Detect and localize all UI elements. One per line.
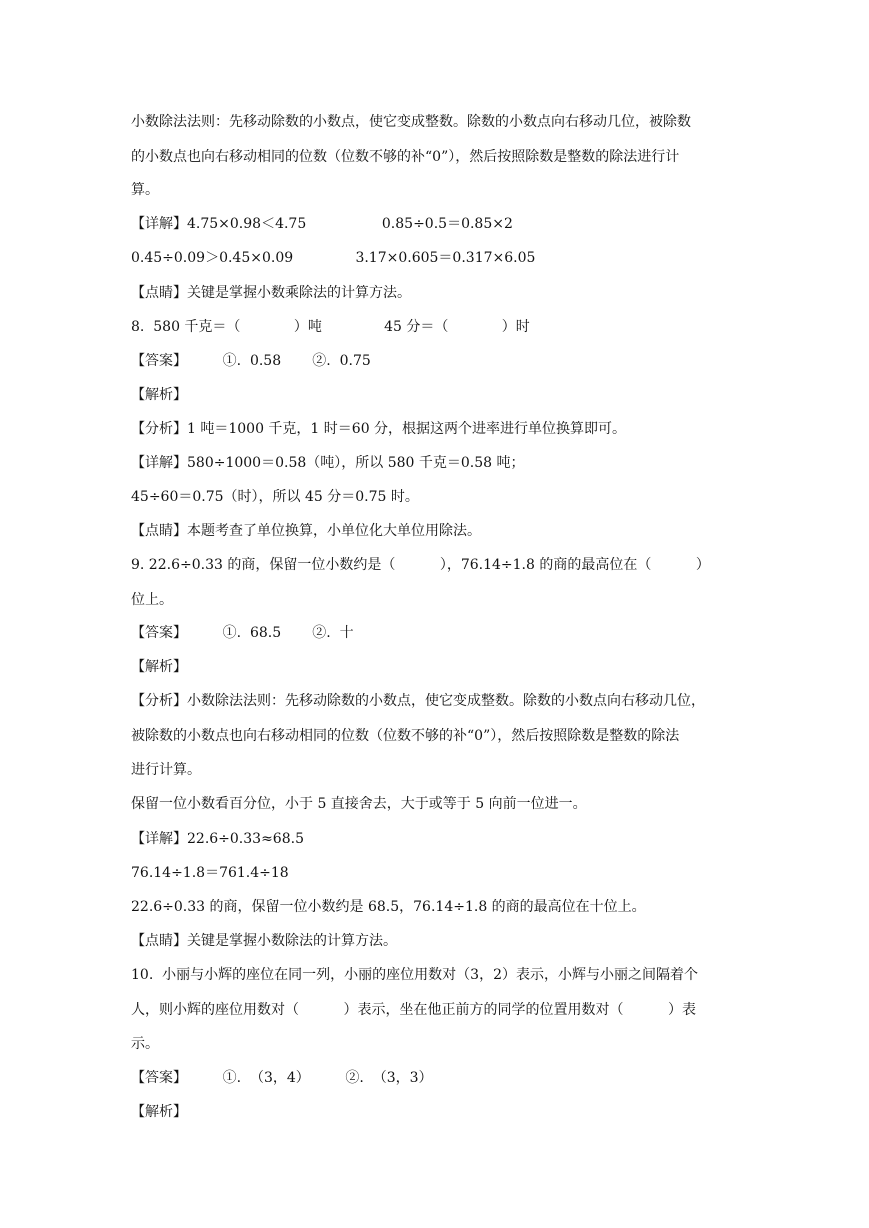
text-line: 人，则小辉的座位用数对（ ）表示，坐在他正前方的同学的位置用数对（ ）表 xyxy=(131,1002,697,1018)
text-line: 进行计算。 xyxy=(131,762,201,778)
text-line: 【详解】4.75×0.98＜4.75 0.85÷0.5＝0.85×2 xyxy=(131,216,513,232)
analysis-heading: 【解析】 xyxy=(131,1104,187,1120)
text-line: 0.45÷0.09＞0.45×0.09 3.17×0.605＝0.317×6.05 xyxy=(131,250,536,266)
text-line: 45÷60＝0.75（时），所以 45 分＝0.75 时。 xyxy=(131,489,419,505)
text-line: 【点睛】关键是掌握小数乘除法的计算方法。 xyxy=(131,285,411,301)
text-line: 【详解】580÷1000＝0.58（吨），所以 580 千克＝0.58 吨； xyxy=(131,455,525,471)
text-line: 22.6÷0.33 的商，保留一位小数约是 68.5，76.14÷1.8 的商的最高位在十位上。 xyxy=(131,899,646,915)
text-line: 的小数点也向右移动相同的位数（位数不够的补“0”），然后按照除数是整数的除法进行计 xyxy=(131,149,680,165)
question-8: 8. 580 千克＝（ ）吨 45 分＝（ ）时 xyxy=(131,319,530,335)
text-line: 76.14÷1.8＝761.4÷18 xyxy=(131,865,289,881)
text-line: 【详解】22.6÷0.33≈68.5 xyxy=(131,831,304,847)
analysis-heading: 【解析】 xyxy=(131,387,187,403)
text-line: 小数除法法则：先移动除数的小数点，使它变成整数。除数的小数点向右移动几位，被除数 xyxy=(131,114,691,130)
text-line: 【点睛】本题考查了单位换算，小单位化大单位用除法。 xyxy=(131,523,481,539)
question-10: 10. 小丽与小辉的座位在同一列，小丽的座位用数对（3，2）表示，小辉与小丽之间隔着个 xyxy=(131,967,698,983)
text-line: 【分析】小数除法法则：先移动除数的小数点，使它变成整数。除数的小数点向右移动几位， xyxy=(131,693,705,709)
text-line: 【分析】1 吨＝1000 千克，1 时＝60 分，根据这两个进率进行单位换算即可。 xyxy=(131,421,627,437)
answer-line: 【答案】 ①. 0.58 ②. 0.75 xyxy=(131,353,371,369)
text-line: 【点睛】关键是掌握小数除法的计算方法。 xyxy=(131,933,397,949)
text-line: 示。 xyxy=(131,1036,159,1052)
question-9: 9. 22.6÷0.33 的商，保留一位小数约是（ ），76.14÷1.8 的商的最高位在（ ） xyxy=(131,557,710,573)
text-line: 保留一位小数看百分位，小于 5 直接舍去，大于或等于 5 向前一位进一。 xyxy=(131,796,587,812)
answer-line: 【答案】 ①. （3，4） ②. （3，3） xyxy=(131,1070,433,1086)
text-line: 被除数的小数点也向右移动相同的位数（位数不够的补“0”），然后按照除数是整数的除法 xyxy=(131,728,680,744)
analysis-heading: 【解析】 xyxy=(131,659,187,675)
text-line: 位上。 xyxy=(131,592,173,608)
text-line: 算。 xyxy=(131,182,159,198)
answer-line: 【答案】 ①. 68.5 ②. 十 xyxy=(131,625,354,641)
